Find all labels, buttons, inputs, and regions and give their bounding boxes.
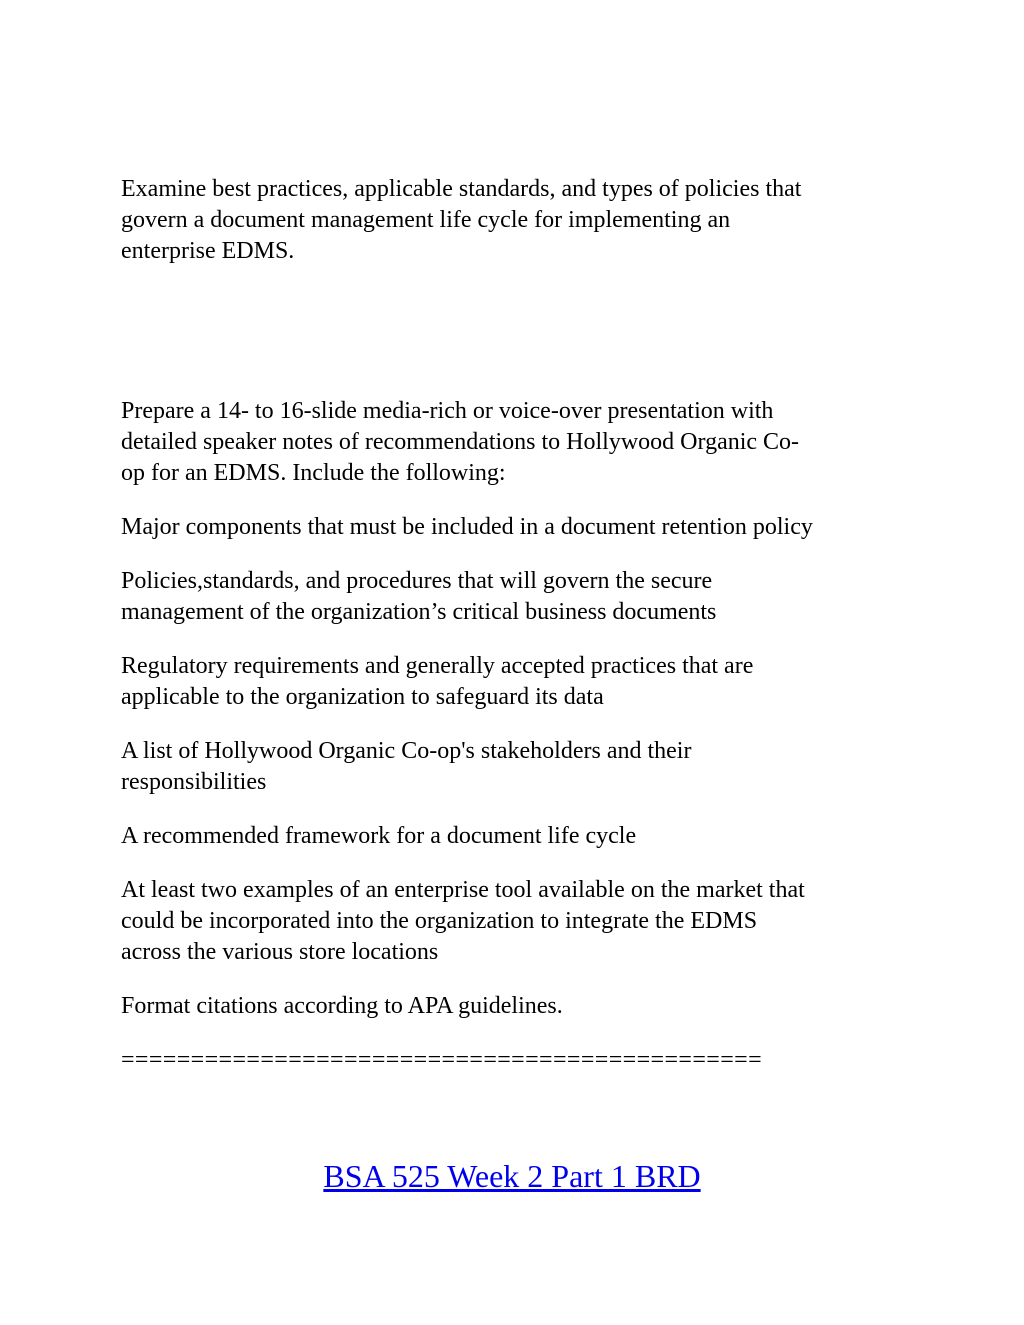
task-paragraph: Prepare a 14- to 16-slide media-rich or voice-over presentation with detailed speaker notes of recommendations to Hollywood Organic Co- op for an EDMS. Include the following: (121, 398, 800, 486)
document-body (121, 174, 911, 1076)
requirement-item-2: Policies,standards, and procedures that will govern the secure management of the organization’s critical business documents (121, 568, 717, 625)
requirement-item-4: A list of Hollywood Organic Co-op's stakeholders and their responsibilities (121, 738, 692, 795)
intro-paragraph: Examine best practices, applicable standards, and types of policies that govern a document management life cycle for implementing an enterprise EDMS. (121, 176, 802, 264)
citation-note: Format citations according to APA guidelines. (121, 993, 563, 1019)
requirement-item-3: Regulatory requirements and generally accepted practices that are applicable to the organization to safeguard its data (121, 653, 754, 710)
requirement-item-1: Major components that must be included in a document retention policy (121, 514, 813, 540)
bsa-525-week-2-link[interactable]: BSA 525 Week 2 Part 1 BRD (323, 1158, 701, 1194)
requirement-item-6: At least two examples of an enterprise tool available on the market that could be incorporated into the organization to integrate the EDMS across the various store locations (121, 877, 805, 965)
section-divider: ============================================== (121, 1047, 763, 1073)
requirement-item-5: A recommended framework for a document life cycle (121, 823, 637, 849)
link-container (0, 1156, 1024, 1196)
